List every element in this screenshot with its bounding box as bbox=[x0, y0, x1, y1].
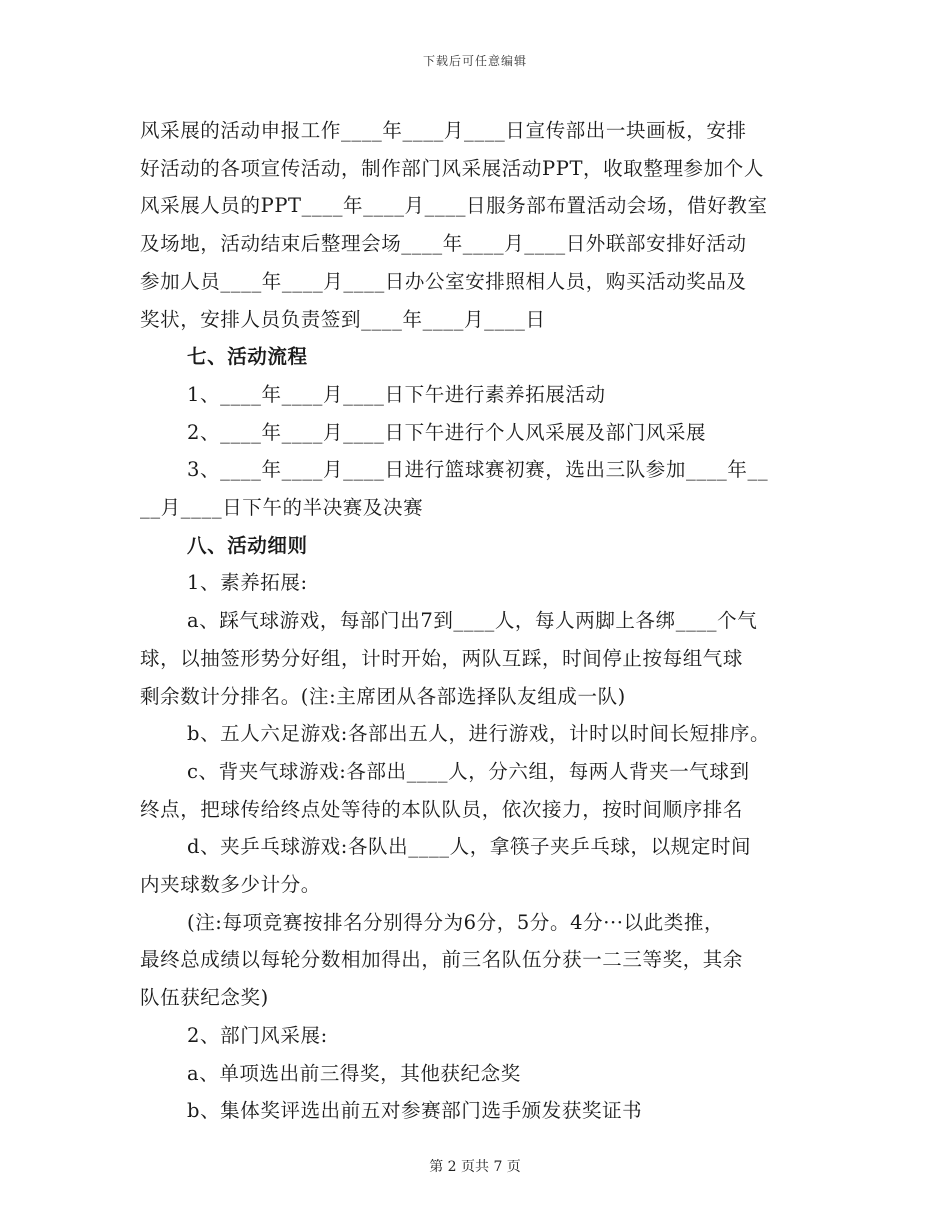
text-line: a、单项选出前三得奖，其他获纪念奖 bbox=[187, 1061, 521, 1085]
text-line: d、夹乒乓球游戏:各队出____人，拿筷子夹乒乓球，以规定时间 bbox=[187, 835, 752, 859]
text-line: 3、____年____月____日进行篮球赛初赛，选出三队参加____年__ bbox=[187, 458, 769, 482]
text-line: 队伍获纪念奖) bbox=[140, 986, 269, 1010]
text-line: c、背夹气球游戏:各部出____人，分六组，每两人背夹一气球到 bbox=[187, 759, 750, 783]
document-body bbox=[140, 112, 810, 1130]
text-line: 终点，把球传给终点处等待的本队队员，依次接力，按时间顺序排名 bbox=[140, 797, 744, 821]
text-line: 球，以抽签形势分好组，计时开始，两队互踩，时间停止按每组气球 bbox=[140, 646, 744, 670]
text-line: 2、部门风采展: bbox=[187, 1023, 328, 1047]
text-line: 参加人员____年____月____日办公室安排照相人员，购买活动奖品及 bbox=[140, 269, 747, 293]
text-line: 剩余数计分排名。(注:主席团从各部选择队友组成一队) bbox=[140, 684, 626, 708]
page-header: 下载后可任意编辑 bbox=[422, 54, 527, 68]
text-line: 风采展人员的PPT____年____月____日服务部布置活动会场，借好教室 bbox=[140, 194, 768, 218]
text-line: 风采展的活动申报工作____年____月____日宣传部出一块画板，安排 bbox=[140, 119, 747, 142]
text-line: 内夹球数多少计分。 bbox=[140, 873, 321, 897]
text-line: 最终总成绩以每轮分数相加得出，前三名队伍分获一二三等奖，其余 bbox=[140, 948, 744, 972]
section-heading: 八、活动细则 bbox=[187, 533, 308, 557]
text-line: (注:每项竞赛按排名分别得分为6分，5分。4分···以此类推， bbox=[187, 910, 725, 934]
text-line: 1、素养拓展: bbox=[187, 571, 308, 595]
text-line: a、踩气球游戏，每部门出7到____人，每人两脚上各绑____个气 bbox=[187, 609, 758, 633]
text-line: 1、____年____月____日下午进行素养拓展活动 bbox=[187, 382, 606, 406]
text-line: 及场地，活动结束后整理会场____年____月____日外联部安排好活动 bbox=[140, 232, 747, 256]
text-line: 2、____年____月____日下午进行个人风采展及部门风采展 bbox=[187, 420, 707, 444]
section-heading: 七、活动流程 bbox=[187, 345, 308, 369]
page-footer: 第 2 页共 7 页 bbox=[429, 1159, 521, 1175]
text-line: 奖状，安排人员负责签到____年____月____日 bbox=[140, 307, 546, 331]
text-line: __月____日下午的半决赛及决赛 bbox=[140, 496, 424, 520]
text-line: b、集体奖评选出前五对参赛部门选手颁发获奖证书 bbox=[187, 1099, 643, 1123]
text-line: b、五人六足游戏:各部出五人，进行游戏，计时以时间长短排序。 bbox=[187, 722, 771, 746]
text-line: 好活动的各项宣传活动，制作部门风采展活动PPT，收取整理参加个人 bbox=[140, 156, 764, 180]
